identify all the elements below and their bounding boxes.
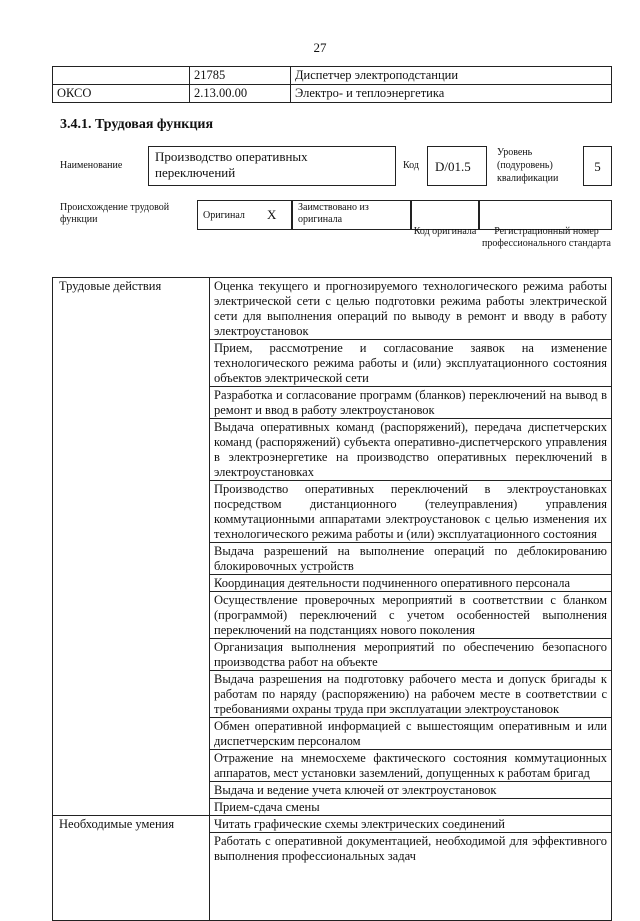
section-title: 3.4.1. Трудовая функция (60, 117, 214, 132)
table-row (53, 67, 612, 85)
reg-caption: Регистрационный номер профессионального стандарта (482, 226, 611, 249)
action-cell: Обмен оперативной информацией с вышестоящим оперативным и или диспетчерским персоналом (210, 718, 612, 750)
borrowed-cell: Заимствовано из оригинала (292, 200, 411, 230)
original-label: Оригинал (203, 210, 245, 221)
action-cell: Координация деятельности подчиненного оперативного персонала (210, 575, 612, 592)
page-number: 27 (313, 40, 327, 55)
action-cell: Организация выполнения мероприятий по обеспечению безопасного производства работ на объекте (210, 639, 612, 671)
header-cell: Диспетчер электроподстанции (291, 67, 612, 85)
action-cell: Разработка и согласование программ (бланков) переключений на вывод в ремонт и ввод в работу электроустановок (210, 387, 612, 419)
header-cell: ОКСО (53, 85, 190, 103)
table-row (53, 85, 612, 103)
level-label: Уровень (подуровень) квалификации (497, 147, 559, 184)
actions-label: Трудовые действия (53, 278, 210, 816)
header-cell: 21785 (190, 67, 291, 85)
action-cell: Прием, рассмотрение и согласование заявок на изменение технологического режима работы и (или) эксплуатационного состояния объектов электрической сети (210, 340, 612, 387)
action-cell: Прием-сдача смены (210, 799, 612, 816)
origin-label: Происхождение трудовой функции (60, 202, 170, 225)
skill-cell: Читать графические схемы электрических соединений (210, 816, 612, 833)
code-caption: Код оригинала (413, 226, 477, 237)
original-cell (197, 200, 292, 230)
table-row (53, 816, 612, 833)
action-cell: Осуществление проверочных мероприятий в соответствии с бланком (программой) переключений с учетом особенностей выполнения переключений на подстанциях нового поколения (210, 592, 612, 639)
table-row (53, 278, 612, 340)
code-label: Код (403, 160, 419, 171)
action-cell: Выдача разрешения на подготовку рабочего места и допуск бригады к работам по наряду (распоряжению) на рабочем месте в соответствии с требованиями охраны труда при эксплуатации электроустановок (210, 671, 612, 718)
skills-label: Необходимые умения (53, 816, 210, 921)
function-name-box: Производство оперативных переключений (148, 146, 396, 186)
skill-cell: Работать с оперативной документацией, необходимой для эффективного выполнения профессиональных задач (210, 833, 612, 921)
header-table (52, 66, 612, 103)
action-cell: Выдача разрешений на выполнение операций по деблокированию блокировочных устройств (210, 543, 612, 575)
action-cell: Выдача оперативных команд (распоряжений), передача диспетчерских команд (распоряжений) субъекта оперативно-диспетчерского управления в электроэнергетике на производство оперативных переключений в электроустановках (210, 419, 612, 481)
name-label: Наименование (60, 160, 123, 171)
header-cell: Электро- и теплоэнергетика (291, 85, 612, 103)
action-cell: Производство оперативных переключений в электроустановках посредством дистанционного (телеуправления) управления коммутационными аппаратами электроустановок с целью изменения их технологического режима работы и (или) эксплуатационного состояния (210, 481, 612, 543)
header-cell (53, 67, 190, 85)
action-cell: Отражение на мнемосхеме фактического состояния коммутационных аппаратов, мест установки заземлений, допущенных к работам бригад (210, 750, 612, 782)
labor-function-table (52, 277, 612, 921)
function-code-box: D/01.5 (427, 146, 487, 186)
header-cell: 2.13.00.00 (190, 85, 291, 103)
action-cell: Оценка текущего и прогнозируемого технологического режима работы электрической сети с целью подготовки режима работы электрической сети для выполнения операций по выводу в ремонт и вводу в работу электроустановок (210, 278, 612, 340)
level-box: 5 (583, 146, 612, 186)
action-cell: Выдача и ведение учета ключей от электроустановок (210, 782, 612, 799)
original-mark: X (267, 207, 277, 222)
